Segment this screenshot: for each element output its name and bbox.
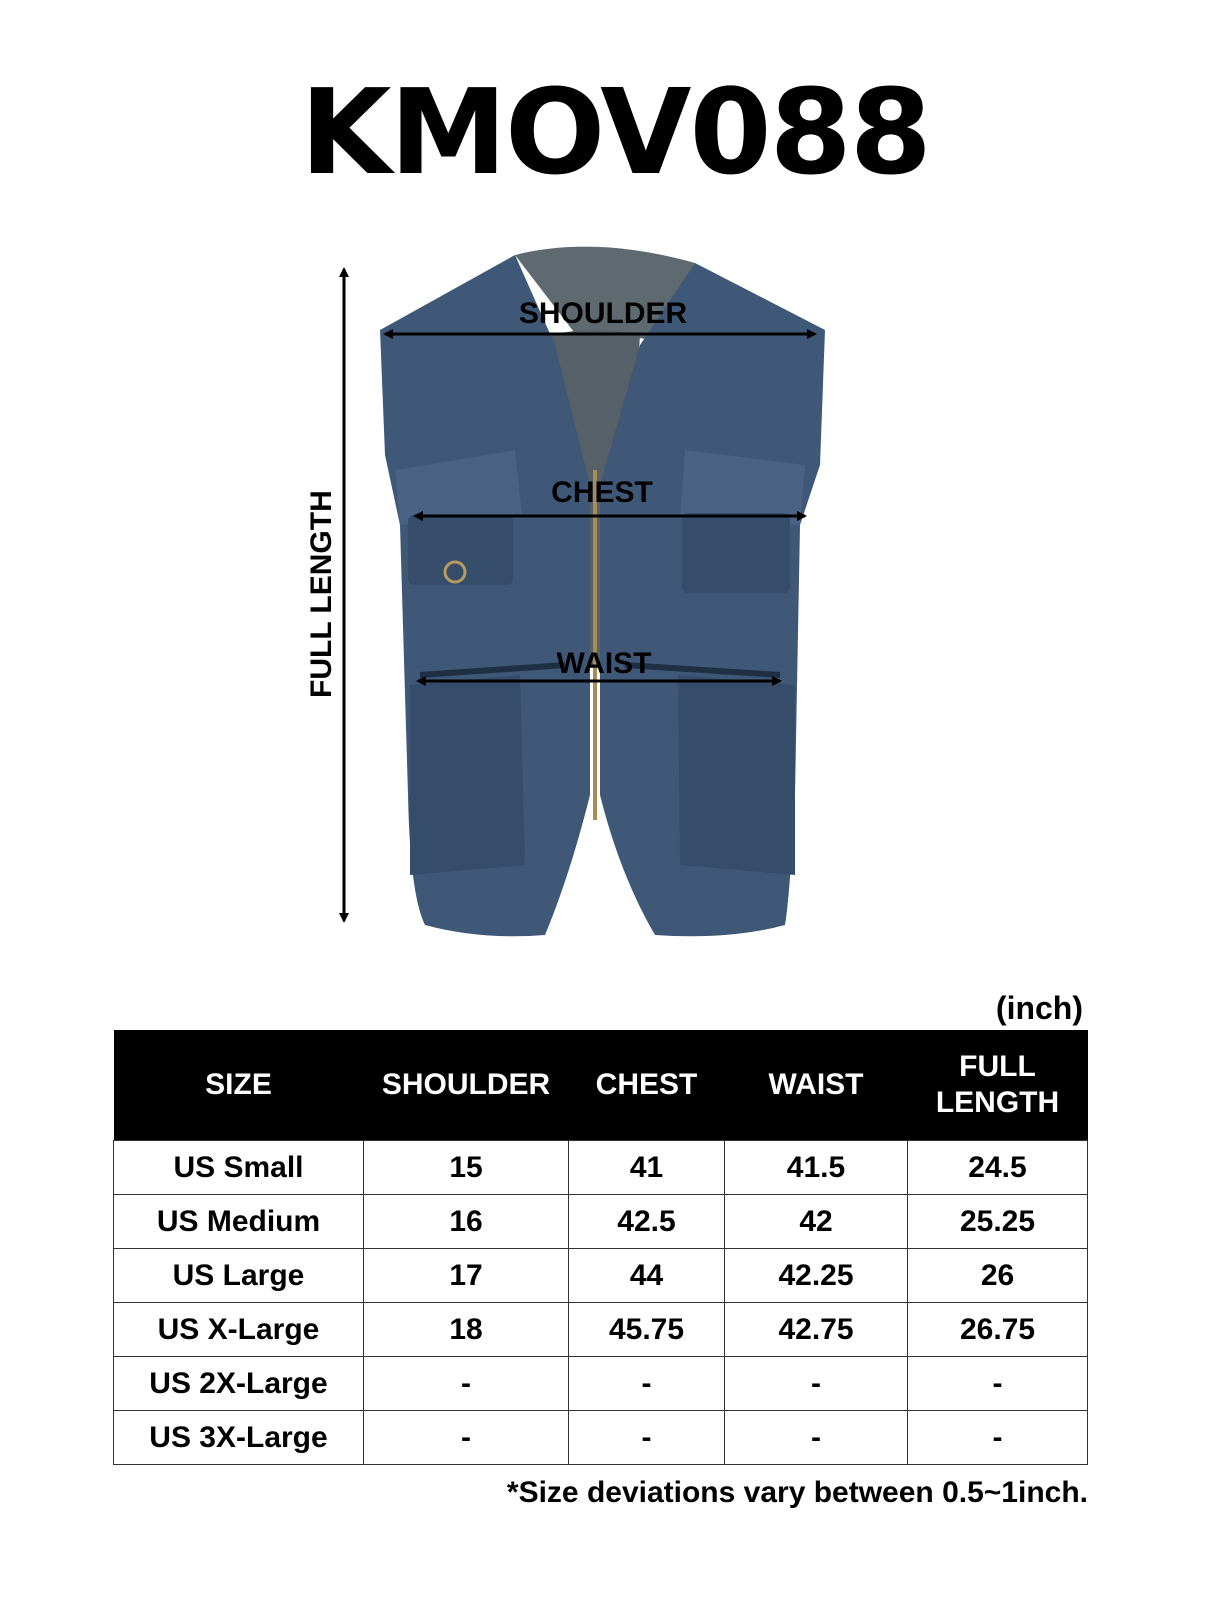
size-chart-table — [113, 1030, 1088, 1465]
full-length-cell: 26.75 — [908, 1303, 1088, 1357]
table-header-row — [114, 1030, 1088, 1141]
vest-illustration — [290, 235, 890, 955]
right-lower-pocket — [678, 675, 795, 875]
header-size: SIZE — [114, 1030, 364, 1141]
table-row — [114, 1141, 1088, 1195]
full-length-cell: 24.5 — [908, 1141, 1088, 1195]
chest-cell: 45.75 — [569, 1303, 725, 1357]
chest-cell: 44 — [569, 1249, 725, 1303]
header-waist: WAIST — [725, 1030, 908, 1141]
header-shoulder: SHOULDER — [364, 1030, 569, 1141]
product-code-title: KMOV088 — [300, 63, 930, 201]
waist-cell: - — [725, 1357, 908, 1411]
table-row — [114, 1249, 1088, 1303]
size-cell: US Large — [114, 1249, 364, 1303]
size-cell: US X-Large — [114, 1303, 364, 1357]
size-cell: US 3X-Large — [114, 1411, 364, 1465]
shoulder-cell: - — [364, 1357, 569, 1411]
shoulder-cell: - — [364, 1411, 569, 1465]
chest-cell: 42.5 — [569, 1195, 725, 1249]
unit-label: (inch) — [995, 990, 1083, 1026]
header-chest: CHEST — [569, 1030, 725, 1141]
size-cell: US Small — [114, 1141, 364, 1195]
size-cell: US Medium — [114, 1195, 364, 1249]
waist-cell: 42.25 — [725, 1249, 908, 1303]
chest-cell: - — [569, 1357, 725, 1411]
waist-label: WAIST — [556, 647, 652, 680]
waist-cell: - — [725, 1411, 908, 1465]
size-deviation-note: *Size deviations vary between 0.5~1inch. — [506, 1476, 1088, 1509]
size-cell: US 2X-Large — [114, 1357, 364, 1411]
right-chest-pocket — [682, 513, 790, 593]
vest-measurement-figure — [290, 235, 890, 955]
table-row — [114, 1357, 1088, 1411]
waist-cell: 42 — [725, 1195, 908, 1249]
table-row — [114, 1411, 1088, 1465]
full-length-label: FULL LENGTH — [305, 490, 338, 698]
shoulder-label: SHOULDER — [518, 297, 688, 330]
shoulder-cell: 17 — [364, 1249, 569, 1303]
full-length-cell: 25.25 — [908, 1195, 1088, 1249]
left-lower-pocket — [410, 675, 525, 875]
left-chest-pocket — [408, 515, 513, 585]
chest-cell: 41 — [569, 1141, 725, 1195]
waist-cell: 41.5 — [725, 1141, 908, 1195]
full-length-cell: - — [908, 1357, 1088, 1411]
chest-cell: - — [569, 1411, 725, 1465]
full-length-cell: - — [908, 1411, 1088, 1465]
shoulder-cell: 16 — [364, 1195, 569, 1249]
full-length-cell: 26 — [908, 1249, 1088, 1303]
header-full-length: FULL LENGTH — [908, 1030, 1088, 1141]
waist-cell: 42.75 — [725, 1303, 908, 1357]
shoulder-cell: 18 — [364, 1303, 569, 1357]
shoulder-cell: 15 — [364, 1141, 569, 1195]
chest-label: CHEST — [551, 476, 653, 509]
table-row — [114, 1303, 1088, 1357]
table-row — [114, 1195, 1088, 1249]
